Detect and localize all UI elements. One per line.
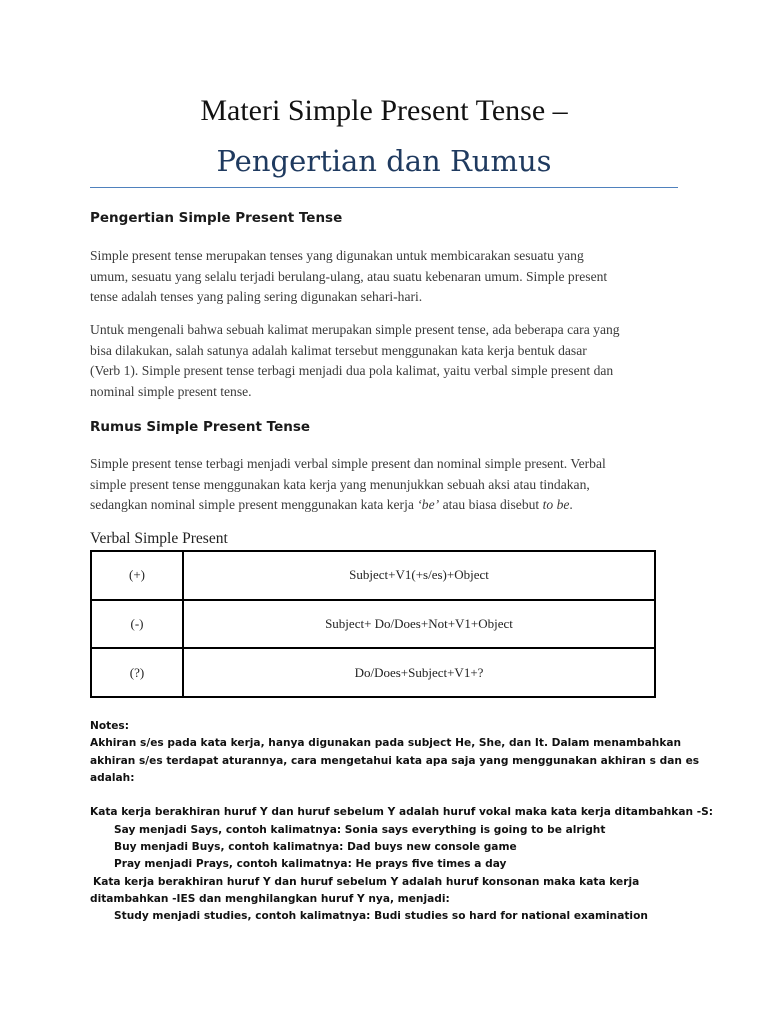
notes-rule: Kata kerja berakhiran huruf Y dan huruf sebelum Y adalah huruf konsonan maka kata kerja [93,875,640,888]
paragraph-line: Simple present tense merupakan tenses yang digunakan untuk membicarakan sesuatu yang [90,248,584,263]
section-heading-pengertian: Pengertian Simple Present Tense [90,210,343,226]
paragraph-line [90,495,678,516]
title-line-1: Materi Simple Present Tense – [200,94,568,127]
text-run: sedangkan nominal simple present menggunakan kata kerja [90,497,418,512]
notes-line: Akhiran s/es pada kata kerja, hanya digunakan pada subject He, She, dan It. Dalam menambahkan [90,737,682,750]
notes-example: Pray menjadi Prays, contoh kalimatnya: He prays five times a day [114,858,507,871]
paragraph-line: nominal simple present tense. [90,383,252,399]
formula-symbol-negative: (-) [91,600,183,649]
paragraph-line: tense adalah tenses yang paling sering digunakan sehari-hari. [90,289,423,304]
formula-positive: Subject+V1(+s/es)+Object [183,551,655,600]
text-run: atau biasa disebut [439,497,543,512]
table-row [91,551,655,600]
title-divider [90,187,678,188]
notes-section [90,718,713,926]
formula-symbol-positive: (+) [91,551,183,600]
paragraph-line: bisa dilakukan, salah satunya adalah kalimat tersebut menggunakan kata kerja bentuk dasar [90,342,587,358]
paragraph-definition [90,246,678,308]
notes-example: Say menjadi Says, contoh kalimatnya: Sonia says everything is going to be alright [114,823,606,836]
paragraph-rumus [90,454,678,516]
formula-negative: Subject+ Do/Does+Not+V1+Object [183,600,655,649]
paragraph-line: Untuk mengenali bahwa sebuah kalimat merupakan simple present tense, ada beberapa cara yang [90,322,620,337]
paragraph-line: (Verb 1). Simple present tense terbagi menjadi dua pola kalimat, yaitu verbal simple present dan [90,363,614,378]
paragraph-line: Simple present tense terbagi menjadi verbal simple present dan nominal simple present. Verbal [90,456,606,471]
notes-rule: Kata kerja berakhiran huruf Y dan huruf sebelum Y adalah huruf vokal maka kata kerja ditambahkan -S: [90,806,713,819]
section-heading-rumus: Rumus Simple Present Tense [90,419,311,435]
italic-to-be: to be [542,497,570,512]
paragraph-recognize [90,320,678,402]
formula-table [90,550,656,698]
paragraph-line: simple present tense menggunakan kata kerja yang menunjukkan sebuah aksi atau tindakan, [90,476,590,492]
notes-rule: ditambahkan -IES dan menghilangkan huruf Y nya, menjadi: [90,892,450,905]
notes-line: adalah: [90,771,135,784]
notes-example: Buy menjadi Buys, contoh kalimatnya: Dad buys new console game [114,841,517,854]
title-line-2: Pengertian dan Rumus [216,144,552,178]
formula-symbol-question: (?) [91,648,183,697]
text-run: . [569,497,573,512]
blank-line [90,787,690,804]
notes-line: akhiran s/es terdapat aturannya, cara mengetahui kata apa saja yang menggunakan akhiran s dan es [90,754,700,767]
notes-label: Notes: [90,720,129,732]
paragraph-line: umum, sesuatu yang selalu terjadi berulang-ulang, atau suatu kebenaran umum. Simple present [90,268,608,284]
italic-be: ‘be’ [417,497,440,512]
verbal-simple-present-heading: Verbal Simple Present [90,530,228,547]
table-row [91,648,655,697]
notes-example: Study menjadi studies, contoh kalimatnya: Budi studies so hard for national examination [114,910,648,923]
table-row [91,600,655,649]
formula-question: Do/Does+Subject+V1+? [183,648,655,697]
